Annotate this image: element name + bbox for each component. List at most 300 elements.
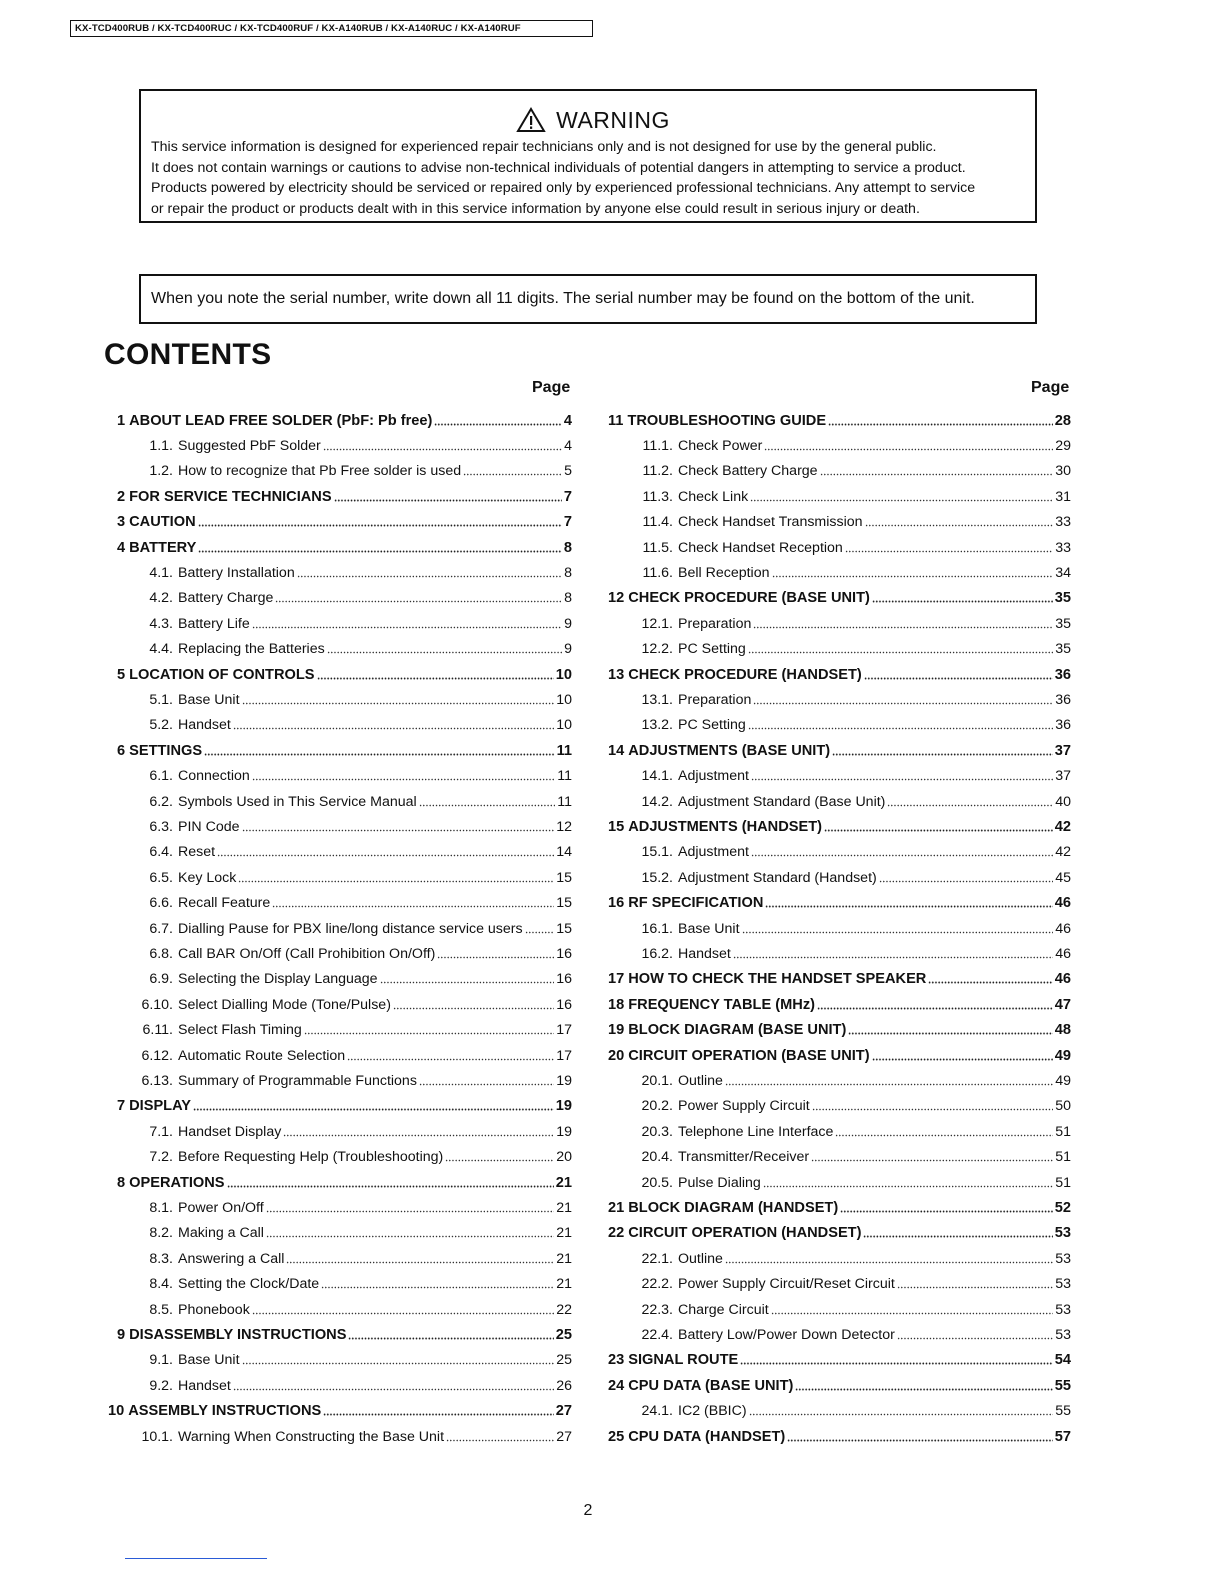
toc-title: Select Flash Timing xyxy=(178,1022,302,1039)
dot-leader xyxy=(217,845,554,859)
toc-section[interactable] xyxy=(608,1424,1071,1449)
toc-number: 10 xyxy=(108,1403,125,1420)
toc-page: 29 xyxy=(1055,437,1071,454)
toc-page: 7 xyxy=(563,488,572,505)
toc-page: 7 xyxy=(563,514,572,531)
toc-page: 37 xyxy=(1054,742,1071,759)
toc-title: CPU DATA (BASE UNIT) xyxy=(628,1377,794,1394)
toc-page: 15 xyxy=(556,920,572,937)
toc-subsection[interactable] xyxy=(629,1246,1071,1271)
toc-number: 4.2. xyxy=(149,590,173,607)
toc-title: Battery Life xyxy=(178,615,250,632)
toc-number: 6.13. xyxy=(141,1072,173,1089)
toc-subsection[interactable] xyxy=(135,992,572,1017)
dot-leader xyxy=(272,896,554,910)
toc-number: 22 xyxy=(608,1225,625,1242)
toc-page: 46 xyxy=(1054,895,1071,912)
toc-subsection[interactable] xyxy=(135,1297,572,1322)
toc-title: BLOCK DIAGRAM (HANDSET) xyxy=(628,1199,839,1216)
dot-leader xyxy=(865,515,1054,529)
toc-title: Base Unit xyxy=(178,691,240,708)
toc-page: 40 xyxy=(1055,793,1071,810)
toc-title: Check Power xyxy=(678,437,763,454)
toc-section[interactable] xyxy=(608,662,1071,687)
dot-leader xyxy=(879,871,1053,885)
toc-title: FOR SERVICE TECHNICIANS xyxy=(129,488,332,505)
toc-section[interactable] xyxy=(608,408,1071,433)
toc-page: 17 xyxy=(556,1047,572,1064)
toc-section[interactable] xyxy=(117,662,572,687)
warning-box xyxy=(139,89,1037,223)
toc-number: 3 xyxy=(117,514,126,531)
toc-subsection[interactable] xyxy=(629,1119,1071,1144)
toc-section[interactable] xyxy=(608,1373,1071,1398)
toc-subsection[interactable] xyxy=(135,941,572,966)
toc-number: 9 xyxy=(117,1326,126,1343)
toc-number: 22.1. xyxy=(641,1250,673,1267)
toc-page: 54 xyxy=(1054,1352,1071,1369)
toc-section[interactable] xyxy=(608,814,1071,839)
toc-number: 11.2. xyxy=(642,463,673,480)
toc-number: 13 xyxy=(608,666,625,683)
toc-page: 52 xyxy=(1054,1199,1071,1216)
toc-number: 15 xyxy=(608,818,625,835)
toc-section[interactable] xyxy=(117,408,572,433)
dot-leader xyxy=(393,998,554,1012)
toc-title: Preparation xyxy=(678,691,752,708)
toc-subsection[interactable] xyxy=(135,1195,572,1220)
toc-number: 5 xyxy=(117,666,126,683)
toc-title: Check Battery Charge xyxy=(678,463,818,480)
toc-subsection[interactable] xyxy=(629,916,1071,941)
toc-page: 33 xyxy=(1055,514,1071,531)
toc-subsection[interactable] xyxy=(629,1322,1071,1347)
dot-leader xyxy=(771,1303,1054,1317)
toc-page: 21 xyxy=(556,1225,572,1242)
toc-section[interactable] xyxy=(117,535,572,560)
toc-number: 14.1. xyxy=(641,768,673,785)
toc-title: Handset xyxy=(178,1377,231,1394)
toc-number: 6.4. xyxy=(149,844,173,861)
toc-subsection[interactable] xyxy=(629,789,1071,814)
toc-page: 16 xyxy=(556,945,572,962)
toc-title: Dialling Pause for PBX line/long distance service users xyxy=(178,920,523,937)
dot-leader xyxy=(897,1277,1053,1291)
toc-title: OPERATIONS xyxy=(129,1174,225,1191)
toc-subsection[interactable] xyxy=(135,814,572,839)
toc-title: Making a Call xyxy=(178,1225,264,1242)
toc-number: 8.4. xyxy=(149,1276,173,1293)
toc-section[interactable] xyxy=(608,738,1071,763)
serial-note: When you note the serial number, write down all 11 digits. The serial number may be found on the bottom of the unit. xyxy=(139,274,1037,324)
toc-number: 16.1. xyxy=(641,920,673,937)
toc-number: 20.2. xyxy=(641,1098,673,1115)
toc-page: 35 xyxy=(1055,615,1071,632)
toc-number: 4.4. xyxy=(149,641,173,658)
toc-title: Key Lock xyxy=(178,869,237,886)
toc-number: 10.1. xyxy=(141,1428,173,1445)
toc-number: 22.2. xyxy=(641,1276,673,1293)
dot-leader xyxy=(334,490,562,504)
toc-title: Warning When Constructing the Base Unit xyxy=(178,1428,445,1445)
toc-title: Summary of Programmable Functions xyxy=(178,1072,417,1089)
toc-page: 16 xyxy=(556,971,572,988)
toc-subsection[interactable] xyxy=(629,510,1071,535)
toc-page: 37 xyxy=(1055,768,1071,785)
page-number: 2 xyxy=(583,1502,593,1519)
toc-number: 8.2. xyxy=(149,1225,173,1242)
toc-subsection[interactable] xyxy=(135,865,572,890)
toc-subsection[interactable] xyxy=(629,560,1071,585)
toc-number: 8.1. xyxy=(149,1199,173,1216)
toc-page: 16 xyxy=(556,996,572,1013)
dot-leader xyxy=(321,1277,554,1291)
toc-page: 14 xyxy=(556,844,572,861)
dot-leader xyxy=(446,1430,554,1444)
dot-leader xyxy=(445,1150,554,1164)
dot-leader xyxy=(740,1353,1053,1367)
toc-subsection[interactable] xyxy=(135,560,572,585)
toc-number: 16 xyxy=(608,895,625,912)
dot-leader xyxy=(198,515,562,529)
dot-leader xyxy=(304,1023,554,1037)
toc-title: CPU DATA (HANDSET) xyxy=(628,1428,786,1445)
toc-subsection[interactable] xyxy=(629,637,1071,662)
toc-subsection[interactable] xyxy=(135,1348,572,1373)
toc-title: Handset xyxy=(178,717,231,734)
toc-page: 49 xyxy=(1055,1072,1071,1089)
toc-title: PC Setting xyxy=(678,641,746,658)
toc-title: ASSEMBLY INSTRUCTIONS xyxy=(128,1403,322,1420)
toc-number: 7.2. xyxy=(149,1149,173,1166)
toc-section[interactable] xyxy=(608,992,1071,1017)
toc-number: 20.5. xyxy=(641,1174,673,1191)
dot-leader xyxy=(380,972,555,986)
toc-number: 6.5. xyxy=(149,869,173,886)
toc-title: Setting the Clock/Date xyxy=(178,1276,320,1293)
toc-title: CIRCUIT OPERATION (BASE UNIT) xyxy=(628,1047,870,1064)
toc-page: 53 xyxy=(1054,1225,1071,1242)
toc-subsection[interactable] xyxy=(135,840,572,865)
toc-subsection[interactable] xyxy=(135,1221,572,1246)
toc-page: 35 xyxy=(1055,641,1071,658)
toc-number: 1 xyxy=(117,412,126,429)
toc-number: 20.1. xyxy=(641,1072,673,1089)
toc-title: Adjustment xyxy=(678,844,749,861)
toc-subsection[interactable] xyxy=(629,459,1071,484)
toc-subsection[interactable] xyxy=(135,967,572,992)
toc-number: 8 xyxy=(117,1174,126,1191)
toc-number: 4.3. xyxy=(149,615,173,632)
toc-subsection[interactable] xyxy=(135,687,572,712)
dot-leader xyxy=(434,414,562,428)
toc-title: Check Link xyxy=(678,488,749,505)
toc-subsection[interactable] xyxy=(629,433,1071,458)
dot-leader xyxy=(286,1252,554,1266)
toc-section[interactable] xyxy=(608,1018,1071,1043)
toc-title: Suggested PbF Solder xyxy=(178,437,321,454)
toc-page: 33 xyxy=(1055,539,1071,556)
toc-subsection[interactable] xyxy=(135,1246,572,1271)
toc-number: 9.2. xyxy=(149,1377,173,1394)
toc-title: PIN Code xyxy=(178,818,240,835)
contents-title: CONTENTS xyxy=(104,338,272,371)
toc-page: 10 xyxy=(555,666,572,683)
toc-subsection[interactable] xyxy=(629,611,1071,636)
toc-title: Call BAR On/Off (Call Prohibition On/Off) xyxy=(178,945,436,962)
dot-leader xyxy=(748,718,1053,732)
dot-leader xyxy=(233,718,554,732)
toc-title: LOCATION OF CONTROLS xyxy=(129,666,315,683)
toc-title: IC2 (BBIC) xyxy=(678,1403,747,1420)
toc-section[interactable] xyxy=(608,891,1071,916)
toc-title: Power Supply Circuit xyxy=(678,1098,810,1115)
dot-leader xyxy=(419,795,556,809)
toc-number: 5.2. xyxy=(149,717,173,734)
dot-leader xyxy=(751,845,1053,859)
toc-title: Adjustment Standard (Handset) xyxy=(678,869,877,886)
toc-subsection[interactable] xyxy=(629,535,1071,560)
toc-number: 20.3. xyxy=(641,1123,673,1140)
toc-section[interactable] xyxy=(608,586,1071,611)
toc-number: 17 xyxy=(608,971,625,988)
toc-number: 18 xyxy=(608,996,625,1013)
dot-leader xyxy=(811,1150,1053,1164)
toc-title: DISPLAY xyxy=(129,1098,192,1115)
toc-section[interactable] xyxy=(608,1195,1071,1220)
toc-page: 46 xyxy=(1055,945,1071,962)
toc-subsection[interactable] xyxy=(629,713,1071,738)
dot-leader xyxy=(765,896,1052,910)
toc-subsection[interactable] xyxy=(629,687,1071,712)
toc-page: 15 xyxy=(556,895,572,912)
toc-section[interactable] xyxy=(108,1399,572,1424)
toc-title: Adjustment Standard (Base Unit) xyxy=(678,793,886,810)
dot-leader xyxy=(238,871,554,885)
toc-subsection[interactable] xyxy=(135,433,572,458)
toc-number: 7.1. xyxy=(149,1123,173,1140)
toc-section[interactable] xyxy=(608,1221,1071,1246)
toc-page: 48 xyxy=(1054,1022,1071,1039)
toc-number: 22.3. xyxy=(641,1301,673,1318)
toc-subsection[interactable] xyxy=(135,1145,572,1170)
dot-leader xyxy=(748,642,1053,656)
toc-number: 11.1. xyxy=(642,437,673,454)
toc-subsection[interactable] xyxy=(629,484,1071,509)
toc-number: 22.4. xyxy=(641,1326,673,1343)
warning-triangle-icon xyxy=(516,107,546,133)
toc-subsection[interactable] xyxy=(629,1170,1071,1195)
dot-leader xyxy=(795,1379,1052,1393)
toc-page: 8 xyxy=(564,590,572,607)
toc-number: 11 xyxy=(608,412,624,429)
toc-section[interactable] xyxy=(117,1322,572,1347)
toc-subsection[interactable] xyxy=(135,916,572,941)
dot-leader xyxy=(193,1099,554,1113)
toc-subsection[interactable] xyxy=(135,611,572,636)
warning-line: This service information is designed for experienced repair technicians only and is not designed for use by the general public. xyxy=(151,139,937,155)
toc-subsection[interactable] xyxy=(629,865,1071,890)
toc-subsection[interactable] xyxy=(629,1399,1071,1424)
dot-leader xyxy=(828,414,1053,428)
toc-subsection[interactable] xyxy=(135,1373,572,1398)
toc-subsection[interactable] xyxy=(135,713,572,738)
toc-section[interactable] xyxy=(117,484,572,509)
toc-page: 25 xyxy=(555,1326,572,1343)
dot-leader xyxy=(227,1176,554,1190)
dot-leader xyxy=(242,820,555,834)
toc-subsection[interactable] xyxy=(629,764,1071,789)
dot-leader xyxy=(437,947,554,961)
toc-title: Power On/Off xyxy=(178,1199,264,1216)
warning-line: Products powered by electricity should be serviced or repaired only by experienced professional technicians. Any attempt to service xyxy=(151,180,976,196)
toc-subsection[interactable] xyxy=(135,1272,572,1297)
toc-number: 8.5. xyxy=(149,1301,173,1318)
toc-title: Telephone Line Interface xyxy=(678,1123,834,1140)
toc-number: 6.1. xyxy=(149,768,173,785)
toc-title: Outline xyxy=(678,1072,723,1089)
toc-section[interactable] xyxy=(117,1170,572,1195)
toc-title: HOW TO CHECK THE HANDSET SPEAKER xyxy=(628,971,927,988)
toc-page: 46 xyxy=(1055,920,1071,937)
model-header: KX-TCD400RUB / KX-TCD400RUC / KX-TCD400RUF / KX-A140RUB / KX-A140RUC / KX-A140RUF xyxy=(70,20,593,37)
toc-number: 6.10. xyxy=(141,996,173,1013)
dot-leader xyxy=(725,1252,1053,1266)
dot-leader xyxy=(419,1074,554,1088)
dot-leader xyxy=(266,1226,554,1240)
toc-number: 19 xyxy=(608,1022,625,1039)
toc-title: Answering a Call xyxy=(178,1250,285,1267)
toc-subsection[interactable] xyxy=(135,1018,572,1043)
toc-title: BLOCK DIAGRAM (BASE UNIT) xyxy=(628,1022,847,1039)
toc-subsection[interactable] xyxy=(135,1424,572,1449)
toc-subsection[interactable] xyxy=(135,1119,572,1144)
toc-page: 51 xyxy=(1055,1149,1071,1166)
toc-section[interactable] xyxy=(608,967,1071,992)
toc-number: 6.11. xyxy=(142,1022,173,1039)
toc-page: 10 xyxy=(556,717,572,734)
dot-leader xyxy=(275,591,562,605)
toc-number: 11.3. xyxy=(642,488,673,505)
toc-section[interactable] xyxy=(117,738,572,763)
toc-number: 5.1. xyxy=(149,691,173,708)
toc-page: 35 xyxy=(1054,590,1071,607)
toc-page: 51 xyxy=(1055,1174,1071,1191)
toc-page: 21 xyxy=(555,1174,572,1191)
toc-number: 11.6. xyxy=(642,564,673,581)
toc-number: 6.6. xyxy=(149,895,173,912)
toc-subsection[interactable] xyxy=(629,1094,1071,1119)
toc-page: 55 xyxy=(1054,1377,1071,1394)
dot-leader xyxy=(845,541,1053,555)
toc-number: 9.1. xyxy=(149,1352,173,1369)
toc-subsection[interactable] xyxy=(629,1145,1071,1170)
dot-leader xyxy=(763,1176,1053,1190)
dot-leader xyxy=(266,1201,555,1215)
dot-leader xyxy=(753,617,1053,631)
toc-number: 14 xyxy=(608,742,625,759)
toc-section[interactable] xyxy=(608,1043,1071,1068)
toc-title: Battery Charge xyxy=(178,590,274,607)
toc-page: 5 xyxy=(564,463,572,480)
dot-leader xyxy=(317,668,554,682)
toc-page: 9 xyxy=(564,641,572,658)
toc-section[interactable] xyxy=(117,510,572,535)
toc-subsection[interactable] xyxy=(135,789,572,814)
toc-subsection[interactable] xyxy=(629,840,1071,865)
toc-page: 19 xyxy=(555,1098,572,1115)
toc-page: 17 xyxy=(556,1022,572,1039)
toc-section[interactable] xyxy=(117,1094,572,1119)
toc-title: Reset xyxy=(178,844,216,861)
dot-leader xyxy=(840,1201,1053,1215)
toc-page: 49 xyxy=(1054,1047,1071,1064)
toc-page: 8 xyxy=(563,539,572,556)
toc-subsection[interactable] xyxy=(629,941,1071,966)
toc-page: 55 xyxy=(1055,1403,1071,1420)
toc-number: 8.3. xyxy=(149,1250,173,1267)
toc-page: 9 xyxy=(564,615,572,632)
dot-leader xyxy=(749,1404,1054,1418)
toc-subsection[interactable] xyxy=(135,586,572,611)
toc-subsection[interactable] xyxy=(629,1272,1071,1297)
dot-leader xyxy=(725,1074,1053,1088)
toc-number: 16.2. xyxy=(641,945,673,962)
toc-subsection[interactable] xyxy=(135,1043,572,1068)
toc-page: 46 xyxy=(1054,971,1071,988)
toc-page: 20 xyxy=(556,1149,572,1166)
page-column-header-right: Page xyxy=(1031,379,1070,396)
toc-title: Check Handset Reception xyxy=(678,539,843,556)
toc-number: 20.4. xyxy=(641,1149,673,1166)
toc-page: 28 xyxy=(1054,412,1071,429)
dot-leader xyxy=(820,464,1054,478)
toc-title: Charge Circuit xyxy=(678,1301,769,1318)
toc-number: 1.2. xyxy=(149,463,173,480)
toc-number: 25 xyxy=(608,1428,625,1445)
toc-title: Connection xyxy=(178,768,250,785)
toc-title: Bell Reception xyxy=(678,564,770,581)
toc-subsection[interactable] xyxy=(135,764,572,789)
dot-leader xyxy=(832,744,1053,758)
toc-section[interactable] xyxy=(608,1348,1071,1373)
toc-page: 4 xyxy=(564,437,572,454)
toc-subsection[interactable] xyxy=(135,1068,572,1093)
toc-subsection[interactable] xyxy=(135,459,572,484)
toc-subsection[interactable] xyxy=(135,891,572,916)
dot-leader xyxy=(772,566,1054,580)
toc-subsection[interactable] xyxy=(629,1068,1071,1093)
toc-number: 6.9. xyxy=(149,971,173,988)
toc-page: 21 xyxy=(556,1199,572,1216)
dot-leader xyxy=(283,1125,554,1139)
toc-title: Base Unit xyxy=(678,920,740,937)
toc-title: Battery Installation xyxy=(178,564,295,581)
toc-title: FREQUENCY TABLE (MHz) xyxy=(628,996,815,1013)
toc-subsection[interactable] xyxy=(629,1297,1071,1322)
toc-subsection[interactable] xyxy=(135,637,572,662)
dot-leader xyxy=(242,693,555,707)
toc-title: Phonebook xyxy=(178,1301,250,1318)
warning-line: It does not contain warnings or cautions to advise non-technical individuals of potential dangers in attempting to service a product. xyxy=(151,159,966,176)
dot-leader xyxy=(887,795,1053,809)
dot-leader xyxy=(327,642,562,656)
toc-page: 12 xyxy=(556,818,572,835)
dot-leader xyxy=(753,693,1053,707)
toc-number: 6.3. xyxy=(149,818,173,835)
dot-leader xyxy=(848,1023,1052,1037)
toc-number: 21 xyxy=(608,1199,625,1216)
